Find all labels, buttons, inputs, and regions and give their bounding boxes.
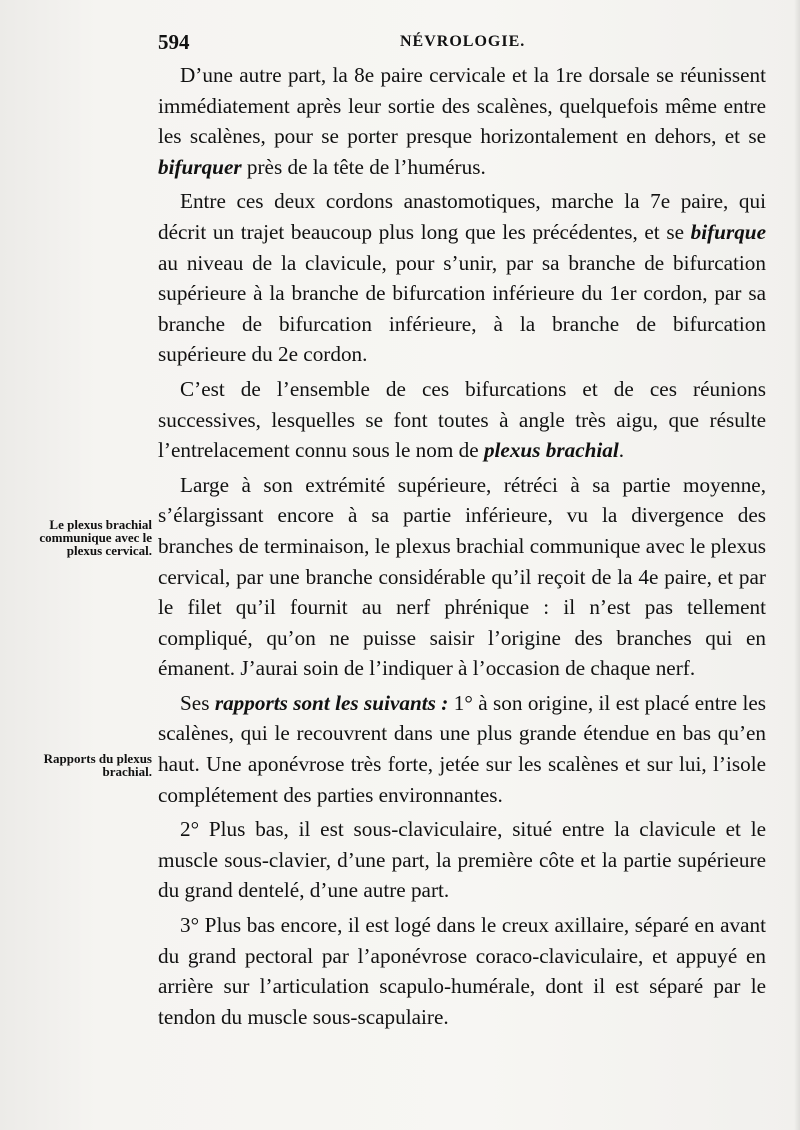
margin-note-rapports: Rapports du plexus brachial.: [43, 751, 152, 779]
emphasis-text: bifurquer: [158, 154, 242, 179]
page-number: 594: [158, 30, 190, 54]
paragraph-text: Ses: [180, 690, 215, 715]
emphasis-text: plexus brachial: [483, 438, 619, 463]
page-edge-shadow: [794, 0, 800, 1130]
margin-note-communication: Le plexus brachial communique avec le plexus cervical.: [39, 517, 152, 558]
paragraph: [158, 470, 766, 684]
paragraph-text: Entre ces deux cordons anastomotiques, marche la 7e paire, qui décrit un trajet beaucoup plus long que les précédentes, et se: [158, 189, 766, 244]
paragraph-text: 3° Plus bas encore, il est logé dans le creux axillaire, séparé en avant du grand pectoral par l’aponévrose coraco-claviculaire, et appuyé en arrière sur l’articulation scapulo-humérale, dont il est séparé par le tendon du muscle sous-scapulaire.: [158, 913, 766, 1029]
emphasis-text: bifurque: [690, 219, 766, 244]
paragraph-text: près de la tête de l’humérus.: [241, 154, 486, 179]
paragraph-text: au niveau de la clavicule, pour s’unir, par sa branche de bifurcation supérieure à la branche de bifurcation inférieure du 1er cordon, par sa branche de bifurcation inférieure, à la branche de bifurcation supérieure du 2e cordon.: [158, 250, 766, 367]
paragraph-text: 2° Plus bas, il est sous-claviculaire, situé entre la clavicule et le muscle sous-clavier, d’une part, la première côte et la partie supérieure du grand dentelé, d’une autre part.: [158, 817, 766, 903]
running-head: NÉVROLOGIE.: [400, 33, 526, 50]
paragraph-text: Large à son extrémité supérieure, rétréci à sa partie moyenne, s’élargissant encore à sa partie inférieure, vu la divergence des branches de terminaison, le plexus brachial communique avec le plexus cervical, par une branche considérable qu’il reçoit de la 4e paire, et par le filet qu’il fournit au nerf phrénique : il n’est pas tellement compliqué, qu’on ne puisse saisir l’origine des branches qui en émanent. J’aurai soin de l’indiquer à l’occasion de chaque nerf.: [158, 472, 766, 681]
paragraph-text: 1° à son origine, il est placé entre les scalènes, qui le recouvrent dans une plus grande étendue en bas qu’en haut. Une aponévrose très forte, jetée sur les scalènes et sur lui, l’isole complétement des parties environnantes.: [158, 690, 766, 807]
paragraph: [158, 688, 766, 810]
paragraph: [158, 186, 766, 370]
paragraph: [158, 60, 766, 182]
paragraph-text: .: [618, 438, 625, 463]
paragraph: [158, 374, 766, 466]
paragraph-text: D’une autre part, la 8e paire cervicale et la 1re dorsale se réunissent immédiatement après leur sortie des scalènes, quelquefois même entre les scalènes, pour se porter presque horizontalement en dehors, et se: [158, 63, 766, 149]
paragraph-text: C’est de l’ensemble de ces bifurcations et de ces réunions successives, lesquelles se font toutes à angle très aigu, que résulte l’entrelacement connu sous le nom de: [158, 376, 766, 463]
emphasis-text: rapports sont les suivants :: [214, 690, 449, 715]
body-text: [158, 60, 766, 1032]
paragraph: [158, 910, 766, 1032]
page-header: [150, 30, 770, 56]
paragraph: [158, 814, 766, 906]
